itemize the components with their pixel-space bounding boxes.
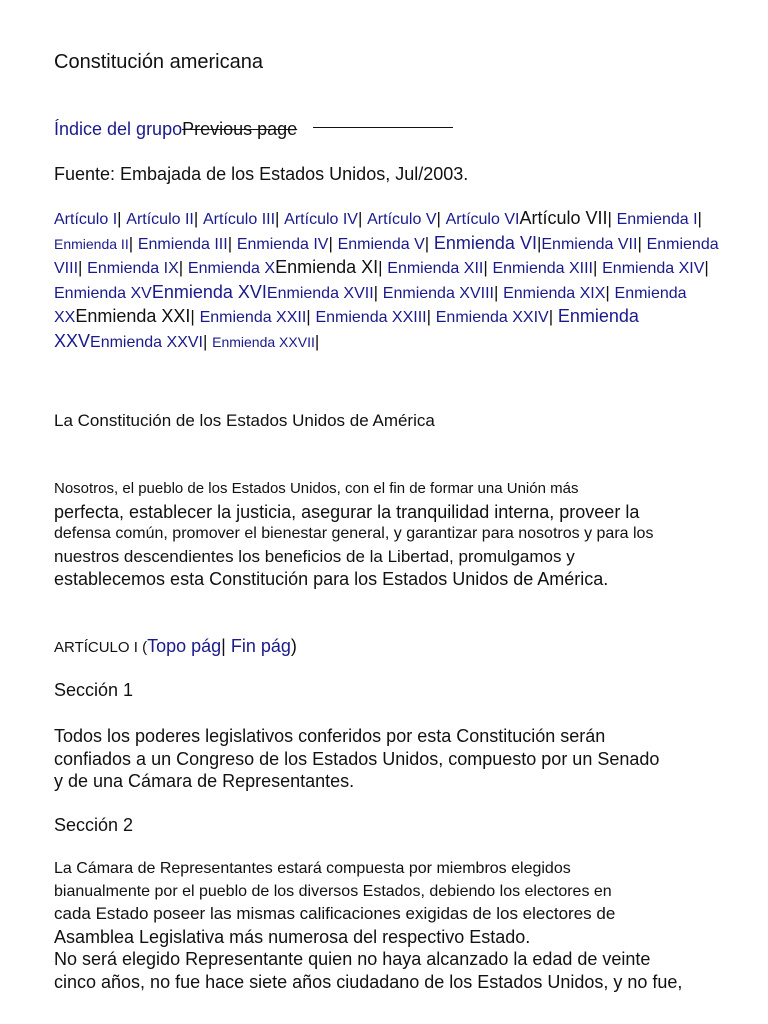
toc-separator: | — [436, 209, 446, 228]
toc-link[interactable]: Enmienda XI — [275, 257, 379, 277]
toc-link[interactable]: Enmienda XIV — [602, 260, 705, 277]
toc-link[interactable]: Enmienda X — [187, 260, 276, 277]
page-title: Constitución americana — [54, 51, 263, 73]
horizontal-rule — [313, 127, 453, 128]
toc-link[interactable]: Enmienda IX — [87, 260, 179, 277]
toc-separator: | — [592, 258, 603, 277]
toc-link[interactable]: Enmienda XIX — [503, 284, 606, 302]
article-label: ARTÍCULO I ( — [54, 639, 148, 656]
toc-link[interactable]: Enmienda XV — [54, 284, 152, 302]
toc-link[interactable]: Enmienda XXI — [75, 306, 191, 326]
toc-separator: | — [424, 233, 434, 253]
section-2-line: bianualmente por el pueblo de los diversos Estados, debiendo los electores en — [54, 882, 612, 900]
toc-separator: | — [190, 307, 200, 326]
toc-separator: | — [178, 258, 188, 277]
toc-link[interactable]: Enmienda XVII — [266, 284, 374, 302]
preamble-line: defensa común, promover el bienestar general, y garantizar para nosotros y para los — [54, 525, 654, 542]
toc-link[interactable]: Enmienda XX — [54, 284, 687, 326]
preamble-line: establecemos esta Constitución para los Estados Unidos de América. — [54, 569, 609, 589]
toc-link[interactable]: Enmienda XXIII — [315, 309, 427, 326]
toc-separator: | — [548, 307, 558, 326]
section-2-line: cada Estado poseer las mismas calificaciones exigidas de los electores de — [54, 904, 616, 923]
toc-link[interactable]: Enmienda XXVI — [90, 333, 203, 351]
section-2-line: cinco años, no fue hace siete años ciudadano de los Estados Unidos, y no fue, — [54, 971, 683, 992]
toc-link[interactable]: Artículo III — [203, 211, 276, 228]
toc-separator: | — [373, 282, 383, 302]
end-page-link[interactable]: Fin pág — [230, 636, 291, 656]
toc-separator: | — [275, 209, 285, 228]
toc-link[interactable]: Enmienda XXV — [54, 306, 639, 351]
toc-link[interactable]: Enmienda XXVII — [212, 333, 315, 350]
toc-link[interactable]: Artículo VII — [519, 208, 608, 228]
toc-link[interactable]: Artículo IV — [284, 211, 358, 228]
group-index-link[interactable]: Índice del grupo — [54, 119, 183, 139]
toc-link[interactable]: Enmienda VI — [433, 232, 537, 253]
toc-separator: | — [357, 209, 368, 228]
toc-link[interactable]: Enmienda VII — [541, 235, 638, 253]
toc-link[interactable]: Artículo II — [126, 211, 194, 228]
article-close: ) — [290, 636, 297, 656]
toc-separator: | — [536, 233, 542, 253]
section-1-line: Todos los poderes legislativos conferidos por esta Constitución serán — [54, 726, 606, 746]
preamble-line: nuestros descendientes los beneficios de la Libertad, promulgamos y — [54, 546, 575, 566]
preamble-line: Nosotros, el pueblo de los Estados Unidos, con el fin de formar una Unión más — [54, 480, 579, 497]
section-2-line: La Cámara de Representantes estará compuesta por miembros elegidos — [54, 860, 571, 877]
toc-separator: | — [697, 209, 702, 228]
article-separator: | — [221, 636, 231, 656]
previous-page-link[interactable]: Previous page — [182, 119, 298, 139]
toc-separator: | — [306, 307, 316, 326]
nav-line — [54, 119, 453, 140]
toc-separator: | — [193, 209, 203, 228]
constitution-heading: La Constitución de los Estados Unidos de América — [54, 411, 435, 430]
preamble-line: perfecta, establecer la justicia, asegurar la tranquilidad interna, proveer la — [54, 501, 640, 522]
section-2-line: No será elegido Representante quien no haya alcanzado la edad de veinte — [54, 949, 651, 969]
toc-link[interactable]: Enmienda XXII — [199, 309, 307, 326]
toc-separator: | — [483, 258, 493, 277]
toc-link[interactable]: Enmienda XII — [387, 260, 484, 277]
toc-link[interactable]: Artículo VI — [445, 211, 520, 228]
toc-link[interactable]: Enmienda XVIII — [382, 284, 494, 302]
toc-link[interactable]: Enmienda V — [337, 235, 425, 253]
section-2-line: Asamblea Legislativa más numerosa del respectivo Estado. — [54, 926, 531, 947]
toc-separator: | — [426, 307, 436, 326]
toc-separator: | — [637, 233, 647, 253]
table-of-contents — [54, 207, 744, 354]
toc-link[interactable]: Enmienda XXIV — [435, 309, 549, 326]
toc-separator: | — [607, 209, 617, 228]
toc-link[interactable]: Enmienda XIII — [492, 260, 593, 277]
toc-separator: | — [314, 331, 320, 351]
toc-separator: | — [78, 258, 88, 277]
toc-link[interactable]: Enmienda II — [54, 235, 129, 252]
preamble — [54, 478, 744, 591]
section-1-line: confiados a un Congreso de los Estados Unidos, compuesto por un Senado — [54, 748, 660, 769]
section-1-line: y de una Cámara de Representantes. — [54, 771, 355, 791]
toc-separator: | — [128, 233, 138, 253]
section-1-title: Sección 1 — [54, 680, 134, 700]
toc-link[interactable]: Artículo I — [54, 211, 118, 228]
section-1-text — [54, 725, 744, 793]
toc-separator: | — [493, 282, 504, 302]
source-line: Fuente: Embajada de los Estados Unidos, Jul/2003. — [54, 164, 469, 184]
section-2-title: Sección 2 — [54, 815, 134, 835]
toc-separator: | — [117, 209, 127, 228]
toc-link[interactable]: Enmienda XVI — [151, 281, 267, 302]
toc-link[interactable]: Enmienda III — [137, 235, 228, 253]
article-heading — [54, 636, 297, 657]
toc-link[interactable]: Enmienda IV — [236, 235, 329, 253]
toc-link[interactable]: Artículo V — [367, 211, 437, 228]
toc-separator: | — [605, 282, 615, 302]
section-2-text — [54, 858, 754, 993]
toc-link[interactable]: Enmienda I — [616, 211, 698, 228]
top-page-link[interactable]: Topo pág — [147, 636, 222, 656]
toc-separator: | — [202, 331, 213, 351]
toc-link[interactable]: Enmienda VIII — [54, 235, 719, 277]
toc-separator: | — [704, 258, 709, 277]
toc-separator: | — [328, 233, 338, 253]
toc-separator: | — [378, 258, 388, 277]
toc-separator: | — [227, 233, 237, 253]
